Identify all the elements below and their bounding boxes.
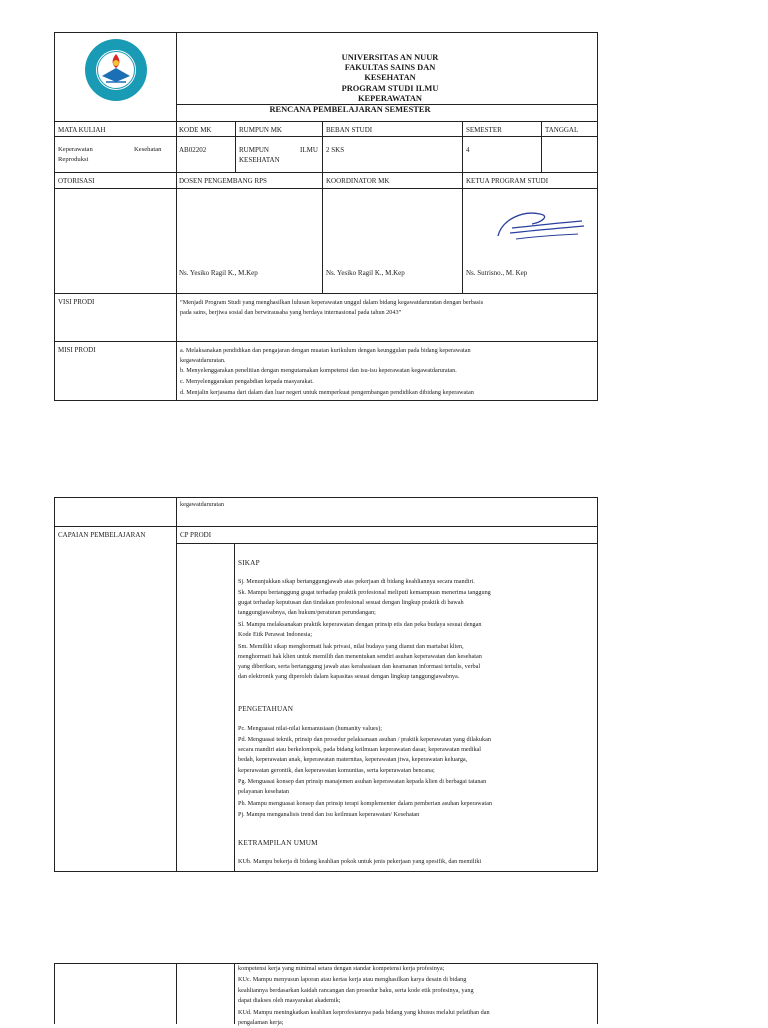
program-line-1: PROGRAM STUDI ILMU — [341, 84, 439, 93]
sikap-line: Sm. Memiliki sikap menghormati hak privasi, nilai budaya yang dianut dan martabat klien, — [238, 643, 464, 650]
pengetahuan-line: Pj. Mampu menganalisis trend dan isu keilmuan keperawatan/ Kesehatan — [238, 811, 420, 818]
university-name: UNIVERSITAS AN NUUR — [341, 53, 439, 62]
capaian-label: CAPAIAN PEMBELAJARAN — [58, 531, 146, 539]
faculty-line-2: KESEHATAN — [364, 73, 416, 82]
dosen-name: Ns. Yesiko Ragil K., M.Kep — [179, 269, 258, 277]
mata-kuliah-value-b: Kesehatan — [134, 146, 162, 153]
semester-value: 4 — [466, 146, 470, 154]
pengetahuan-line: keperawatan gerontik, dan keperawatan komunitas, serta keperawatan bencana; — [238, 767, 435, 774]
rumpun-value-a: RUMPUN — [239, 146, 269, 154]
keterampilan-line: KUc. Mampu menyusun laporan atau kertas kerja atau menghasilkan karya desain di bidang — [238, 976, 467, 983]
cp-prodi-label: CP PRODI — [180, 531, 212, 539]
mata-kuliah-value-c: Reproduksi — [58, 156, 89, 163]
misi-item: b. Menyelenggarakan penelitian dengan mengutamakan kompetensi dan isu-isu keperawatan kegawatdaruratan. — [180, 367, 457, 374]
sikap-line: gugat terhadap keputusan dan tindakan profesional sesuai dengan lingkup praktik di bawah — [238, 599, 464, 606]
col-rumpun-mk: RUMPUN MK — [239, 126, 282, 134]
mata-kuliah-value-a: Keperawatan — [58, 146, 93, 153]
keterampilan-line: kompetensi kerja yang minimal setara dengan standar kompetensi kerja profesinya; — [238, 965, 445, 972]
university-logo — [84, 38, 148, 102]
faculty-line-1: FAKULTAS SAINS DAN — [344, 63, 436, 72]
pengetahuan-line: Pc. Menguasai nilai-nilai kemanusiaan (humanity values); — [238, 725, 382, 732]
keterampilan-line: dapat diakses oleh masyarakat akademik; — [238, 997, 341, 1004]
misi-item: kegawatdaruratan. — [180, 357, 226, 364]
dosen-pengembang-label: DOSEN PENGEMBANG RPS — [179, 177, 267, 185]
keterampilan-line: pengalaman kerja; — [238, 1019, 284, 1026]
rumpun-value-c: KESEHATAN — [239, 156, 280, 164]
kode-mk-value: AB02202 — [179, 146, 207, 154]
ketua-name: Ns. Sutrisno., M. Kep — [466, 269, 528, 277]
keterampilan-line: KUd. Mampu meningkatkan keahlian keprofesiannya pada bidang yang khusus melalui pelatihan dan — [238, 1009, 490, 1016]
pengetahuan-line: Pg. Menguasai konsep dan prinsip manajemen asuhan keperawatan kepada klien di berbagai tatanan — [238, 778, 487, 785]
program-line-2: KEPERAWATAN — [358, 94, 422, 103]
visi-line-2: pada sains, berjiwa sosial dan berwirausaha yang berdaya internasional pada tahun 2043” — [180, 309, 402, 316]
col-kode-mk: KODE MK — [179, 126, 212, 134]
visi-line-1: “Menjadi Program Studi yang menghasilkan lulusan keperawatan unggul dalam bidang kegawatdaruratan dengan berbasis — [180, 299, 484, 306]
col-semester: SEMESTER — [466, 126, 502, 134]
pengetahuan-line: Pd. Menguasai teknik, prinsip dan prosedur pelaksanaan asuhan / praktik keperawatan yang dilakukan — [238, 736, 491, 743]
col-mata-kuliah: MATA KULIAH — [58, 126, 106, 134]
pengetahuan-line: bedah, keperawatan anak, keperawatan maternitas, keperawatan jiwa, keperawatan keluarga, — [238, 756, 468, 763]
visi-label: VISI PRODI — [58, 298, 95, 306]
beban-studi-value: 2 SKS — [326, 146, 345, 154]
koordinator-label: KOORDINATOR MK — [326, 177, 390, 185]
document-title: RENCANA PEMBELAJARAN SEMESTER — [269, 105, 431, 114]
keterampilan-heading: KETRAMPILAN UMUM — [238, 839, 318, 847]
koordinator-name: Ns. Yesiko Ragil K., M.Kep — [326, 269, 405, 277]
pengetahuan-line: secara mandiri atau berkelompok, pada bidang keilmuan keperawatan dasar, keperawatan medikal — [238, 746, 482, 753]
misi-label: MISI PRODI — [58, 346, 96, 354]
sikap-line: Sj. Menunjukkan sikap bertanggungjawab atas pekerjaan di bidang keahliannya secara mandiri. — [238, 578, 475, 585]
sikap-line: dan elektronik yang diperoleh dalam kapasitas sesuai dengan lingkup tanggungjawabnya. — [238, 673, 460, 680]
col-tanggal: TANGGAL — [545, 126, 579, 134]
col-beban-studi: BEBAN STUDI — [326, 126, 373, 134]
misi-item: a. Melaksanakan pendidikan dan pengajaran dengan muatan kurikulum dengan keunggulan pada bidang keperawatan — [180, 347, 471, 354]
sikap-heading: SIKAP — [238, 559, 260, 567]
sikap-line: tanggungjawabnya, dan hukum/peraturan perundangan; — [238, 609, 376, 616]
sikap-line: yang diberikan, serta bertanggung jawab atas kerahasiaan dan keamanan informasi tertulis, verbal — [238, 663, 481, 670]
ketua-signature — [492, 206, 588, 244]
misi-item: c. Menyelenggarakan pengabdian kepada masyarakat. — [180, 378, 314, 385]
sikap-line: Sl. Mampu melaksanakan praktik keperawatan dengan prinsip etis dan peka budaya sesuai dengan — [238, 621, 482, 628]
sikap-line: Sk. Mampu bertanggung gugat terhadap praktik profesional meliputi kemampuan menerima tanggung — [238, 589, 491, 596]
misi-continuation: kegawatdaruratan — [180, 501, 224, 508]
rumpun-value-b: ILMU — [300, 146, 318, 154]
pengetahuan-line: Ph. Mampu menguasai konsep dan prinsip terapi komplementer dalam pemberian asuhan keperawatan — [238, 800, 492, 807]
keterampilan-line: keahliannya berdasarkan kaidah rancangan dan prosedur baku, serta kode etik profesinya, yang — [238, 987, 474, 994]
university-seal-icon — [84, 38, 148, 102]
sikap-line: Kode Etik Perawat Indonesia; — [238, 631, 313, 638]
pengetahuan-heading: PENGETAHUAN — [238, 705, 294, 713]
otorisasi-label: OTORISASI — [58, 177, 95, 185]
keterampilan-line: KUb. Mampu bekerja di bidang keahlian pokok untuk jenis pekerjaan yang spesifik, dan memiliki — [238, 858, 482, 865]
pengetahuan-line: pelayanan kesehatan — [238, 788, 290, 795]
misi-item: d. Menjalin kerjasama dari dalam dan luar negeri untuk memperkuat pengembangan pendidikan dibidang keperawatan — [180, 389, 474, 396]
ketua-prodi-label: KETUA PROGRAM STUDI — [466, 177, 549, 185]
sikap-line: menghormati hak klien untuk memilih dan menentukan sendiri asuhan keperawatan dan kesehatan — [238, 653, 482, 660]
